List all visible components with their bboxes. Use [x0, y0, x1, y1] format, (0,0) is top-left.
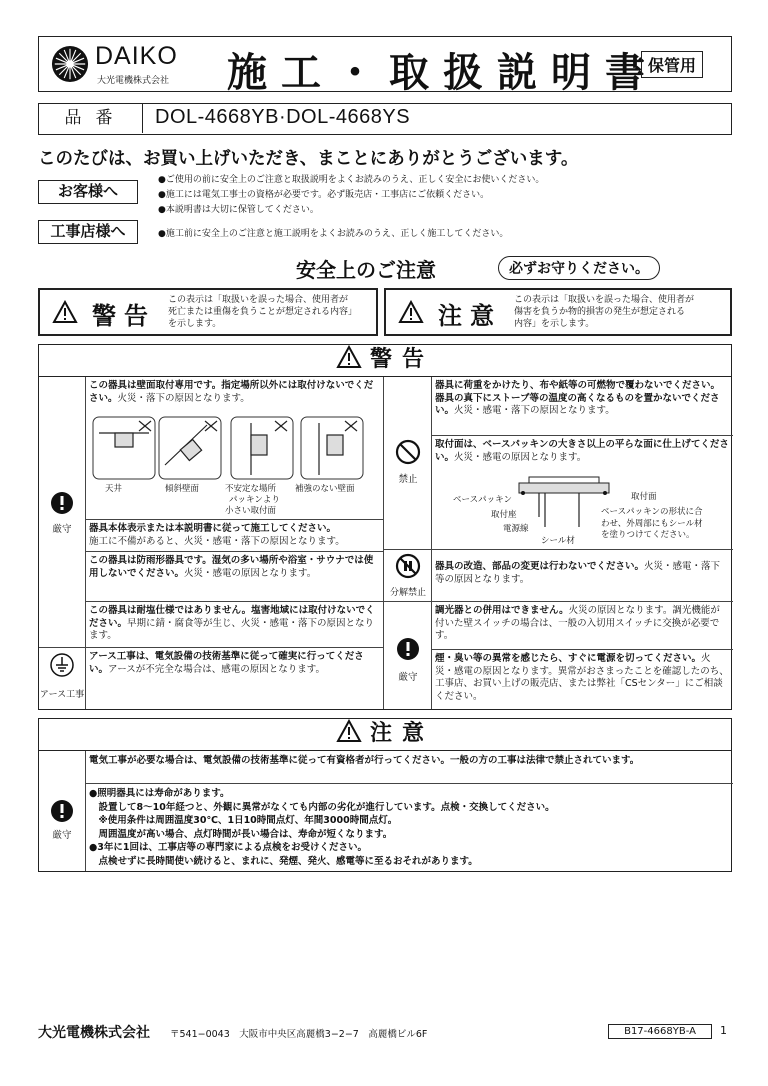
mandatory-label: 厳守 — [52, 524, 72, 535]
prohibit-icon — [395, 439, 421, 465]
legend-caution-desc: 内容」を示します。 — [514, 319, 595, 329]
document-code: B17-4668YB-A — [608, 1024, 712, 1039]
legend-caution-label: 注意 — [438, 302, 502, 330]
mount-fig-label: 電源線 — [503, 524, 529, 534]
prohibit-label: 禁止 — [398, 474, 418, 485]
caution-heading-text: 注意 — [369, 721, 434, 746]
wall-only-text: この器具は壁面取付専用です。指定場所以外には取付けないでください。火災・落下の原因となります。 — [89, 380, 374, 404]
customer-note: ●ご使用の前に安全上のご注意と取扱説明をよくお読みのうえ、正しく安全にお使いください。 — [158, 175, 545, 185]
document-header — [38, 36, 732, 96]
mandatory-icon — [50, 491, 74, 515]
legend-warning-desc: この表示は「取扱いを誤った場合、使用者が — [168, 295, 349, 305]
keep-badge: 保管用 — [641, 51, 703, 78]
fig-label: 補強のない壁面 — [295, 484, 355, 494]
customer-note: ●本説明書は大切に保管してください。 — [158, 205, 319, 215]
rainproof-text: この器具は防雨形器具です。湿気の多い場所や浴室・サウナでは使用しないでください。火災・感電の原因となります。 — [89, 555, 374, 579]
earth-work-text: アース工事は、電気設備の技術基準に従って確実に行ってください。アースが不完全な場合は、感電の原因となります。 — [89, 651, 364, 675]
follow-instructions-text: 器具本体表示または本説明書に従って施工してください。 施工に不備があると、火災・感電・落下の原因となります。 — [89, 523, 345, 547]
mount-fig-note: ベースパッキンの形状に合 わせ、外周部にもシール材 を塗りつけてください。 — [601, 507, 703, 540]
caution-electrical-text: 電気工事が必要な場合は、電気設備の技術基準に従って有資格者が行ってください。一般の方の工事は法律で禁止されています。 — [89, 755, 640, 766]
no-disassembly-label: 分解禁止 — [389, 588, 426, 598]
warning-triangle-icon — [398, 300, 424, 324]
no-disassembly-icon — [395, 553, 421, 579]
mount-fig-label: ベースパッキン — [453, 495, 512, 505]
safety-badge: 必ずお守りください。 — [498, 256, 660, 280]
fig-label: パッキンより — [229, 495, 280, 505]
mandatory-icon — [396, 637, 420, 661]
mount-fig-label: シール材 — [541, 536, 575, 546]
earth-ground-icon — [50, 653, 74, 677]
legend-warning-desc: を示します。 — [168, 319, 222, 329]
constructor-tag: 工事店様へ — [38, 220, 138, 244]
product-number: DOL-4668YB·DOL-4668YS — [155, 106, 411, 128]
dimmer-text: 調光器との併用はできません。火災の原因となります。調光機能が付いた壁スイッチの場合は、一般の入切用スイッチに交換が必要です。 — [435, 605, 720, 641]
mandatory-label: 厳守 — [398, 672, 418, 683]
warning-triangle-icon — [336, 719, 362, 743]
legend-caution — [384, 288, 732, 336]
legend-warning-label: 警告 — [92, 302, 156, 330]
brand-subtitle: 大光電機株式会社 — [97, 76, 170, 86]
load-text: 器具に荷重をかけたり、布や紙等の可燃物で覆わないでください。器具の真下にストーブ等の温度の高くなるものを置かないでください。火災・感電・落下の原因となります。 — [435, 380, 721, 416]
warning-triangle-icon — [336, 345, 362, 369]
mandatory-icon — [50, 799, 74, 823]
salt-damage-text: この器具は耐塩仕様ではありません。塩害地域には取付けないでください。早期に錆・腐食等が生じ、火災・感電・落下の原因となります。 — [89, 605, 375, 641]
safety-title: 安全上のご注意 — [296, 258, 436, 282]
caution-section — [38, 718, 732, 872]
legend-caution-desc: 傷害を負うか物的損害の発生が想定される — [514, 307, 686, 317]
mandatory-label: 厳守 — [52, 830, 72, 841]
fig-label: 天井 — [105, 484, 123, 494]
mount-surface-text: 取付面は、ベースパッキンの大きさ以上の平らな面に仕上げてください。火災・感電の原因となります。 — [435, 439, 729, 463]
warning-triangle-icon — [52, 300, 78, 324]
footer-company: 大光電機株式会社 — [38, 1025, 150, 1041]
fig-label: 傾斜壁面 — [165, 484, 200, 494]
warning-heading — [39, 345, 731, 377]
install-location-figures — [91, 415, 381, 485]
mount-fig-label: 取付面 — [631, 492, 657, 502]
abnormal-smoke-text: 煙・臭い等の異常を感じたら、すぐに電源を切ってください。火災・感電の原因となります。異常がおさまったことを確認したのち、工事店、お買い上げの販売店、または弊社「CSセンター」にご相談ください。 — [435, 653, 729, 702]
thanks-message: このたびは、お買い上げいただき、まことにありがとうございます。 — [38, 149, 579, 169]
earth-label: アース工事 — [39, 690, 85, 700]
customer-tag: お客様へ — [38, 180, 138, 204]
product-label: 品番 — [39, 104, 143, 133]
footer-address: 〒541−0043 大阪市中央区高麗橋3−2−7 高麗橋ビル6F — [170, 1029, 428, 1040]
legend-warning — [38, 288, 378, 336]
warning-section — [38, 344, 732, 710]
warning-heading-text: 警告 — [369, 347, 434, 372]
product-number-row — [38, 103, 732, 135]
mount-fig-label: 取付座 — [491, 510, 517, 520]
brand-name: DAIKO — [95, 42, 178, 70]
caution-lifespan-text: ●照明器具には寿命があります。 設置して8〜10年経つと、外観に異常がなくても内部の劣化が進行しています。点検・交換してください。 ※使用条件は周囲温度30℃、1日10時間点灯、年間3000時間点灯。 周囲温度が高い場合、点灯時間が長い場合は、寿命が短くなります。 ●3年に1回は、工事店等の専門家による点検をお受けください。 点検せずに長時間使い続けると、まれに、発煙、発火、感電等に至るおそれがあります。 — [89, 788, 555, 867]
fig-label: 不安定な場所 — [225, 484, 277, 494]
fig-label: 小さい取付面 — [225, 506, 277, 516]
page-number: 1 — [720, 1024, 727, 1037]
caution-heading — [39, 719, 731, 751]
constructor-note: ●施工前に安全上のご注意と施工説明をよくお読みのうえ、正しく施工してください。 — [158, 229, 509, 239]
no-modify-text: 器具の改造、部品の変更は行わないでください。火災・感電・落下等の原因となります。 — [435, 561, 721, 585]
daiko-logo-icon — [51, 45, 89, 83]
customer-note: ●施工には電気工事士の資格が必要です。必ず販売店・工事店にご依頼ください。 — [158, 190, 490, 200]
legend-caution-desc: この表示は「取扱いを誤った場合、使用者が — [514, 295, 695, 305]
legend-warning-desc: 死亡または重傷を負うことが想定される内容」 — [168, 307, 358, 317]
document-title: 施工・取扱説明書 — [227, 50, 659, 96]
